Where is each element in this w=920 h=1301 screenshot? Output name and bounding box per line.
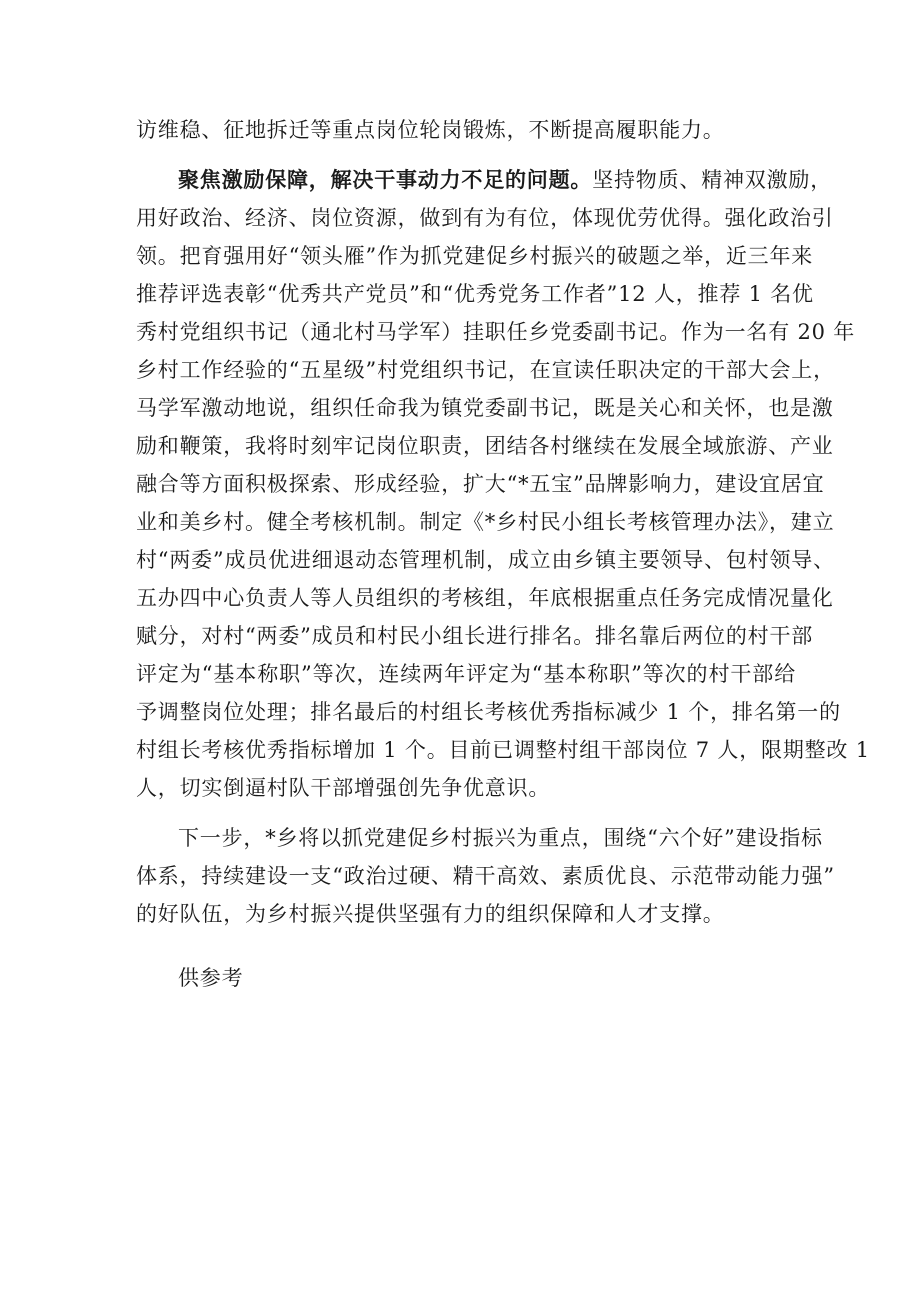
text-line: 推荐评选表彰“优秀共产党员”和“优秀党务工作者”12 人，推荐 1 名优 <box>136 282 814 306</box>
text-line: 体系，持续建设一支“政治过硬、精干高效、素质优良、示范带动能力强” <box>136 864 835 888</box>
text-line: 马学军激动地说，组织任命我为镇党委副书记，既是关心和关怀，也是激 <box>136 396 834 420</box>
paragraph-1 <box>136 111 796 149</box>
text-line: 评定为“基本称职”等次，连续两年评定为“基本称职”等次的村干部给 <box>136 662 796 686</box>
text-span: 坚持物质、精神双激励， <box>592 168 833 192</box>
closing-note: 供参考 <box>178 966 244 990</box>
text-line: 下一步，*乡将以抓党建促乡村振兴为重点，围绕“六个好”建设指标 <box>178 826 823 850</box>
text-line: 赋分，对村“两委”成员和村民小组长进行排名。排名靠后两位的村干部 <box>136 624 814 648</box>
text-line: 用好政治、经济、岗位资源，做到有为有位，体现优劳优得。强化政治引 <box>136 206 834 230</box>
text-line: 村“两委”成员优进细退动态管理机制，成立由乡镇主要领导、包村领导、 <box>136 548 835 572</box>
text-line: 五办四中心负责人等人员组织的考核组，年底根据重点任务完成情况量化 <box>136 586 834 610</box>
text-line: 融合等方面积极探索、形成经验，扩大“*五宝”品牌影响力，建设宜居宜 <box>136 472 825 496</box>
text-line: 业和美乡村。健全考核机制。制定《*乡村民小组长考核管理办法》，建立 <box>136 510 835 534</box>
text-line <box>136 161 833 199</box>
text-line: 秀村党组织书记（通北村马学军）挂职任乡党委副书记。作为一名有 20 年 <box>136 320 856 344</box>
text-line: 人，切实倒逼村队干部增强创先争优意识。 <box>136 776 551 800</box>
text-line: 领。把育强用好“领头雁”作为抓党建促乡村振兴的破题之举，近三年来 <box>136 244 814 268</box>
text-line: 励和鞭策，我将时刻牢记岗位职责，团结各村继续在发展全域旅游、产业 <box>136 434 834 458</box>
paragraph-2 <box>136 161 870 807</box>
text-line: 的好队伍，为乡村振兴提供坚强有力的组织保障和人才支撑。 <box>136 902 725 926</box>
text-line: 予调整岗位处理；排名最后的村组长考核优秀指标减少 1 个，排名第一的 <box>136 700 841 724</box>
text-line: 访维稳、征地拆迁等重点岗位轮岗锻炼，不断提高履职能力。 <box>136 118 725 142</box>
text-line: 村组长考核优秀指标增加 1 个。目前已调整村组干部岗位 7 人，限期整改 1 <box>136 738 870 762</box>
paragraph-4 <box>136 959 796 997</box>
section-heading: 聚焦激励保障，解决干事动力不足的问题。 <box>178 167 593 192</box>
text-line: 乡村工作经验的“五星级”村党组织书记，在宣读任职决定的干部大会上， <box>136 358 835 382</box>
document-page <box>136 111 870 997</box>
paragraph-3 <box>136 819 835 933</box>
